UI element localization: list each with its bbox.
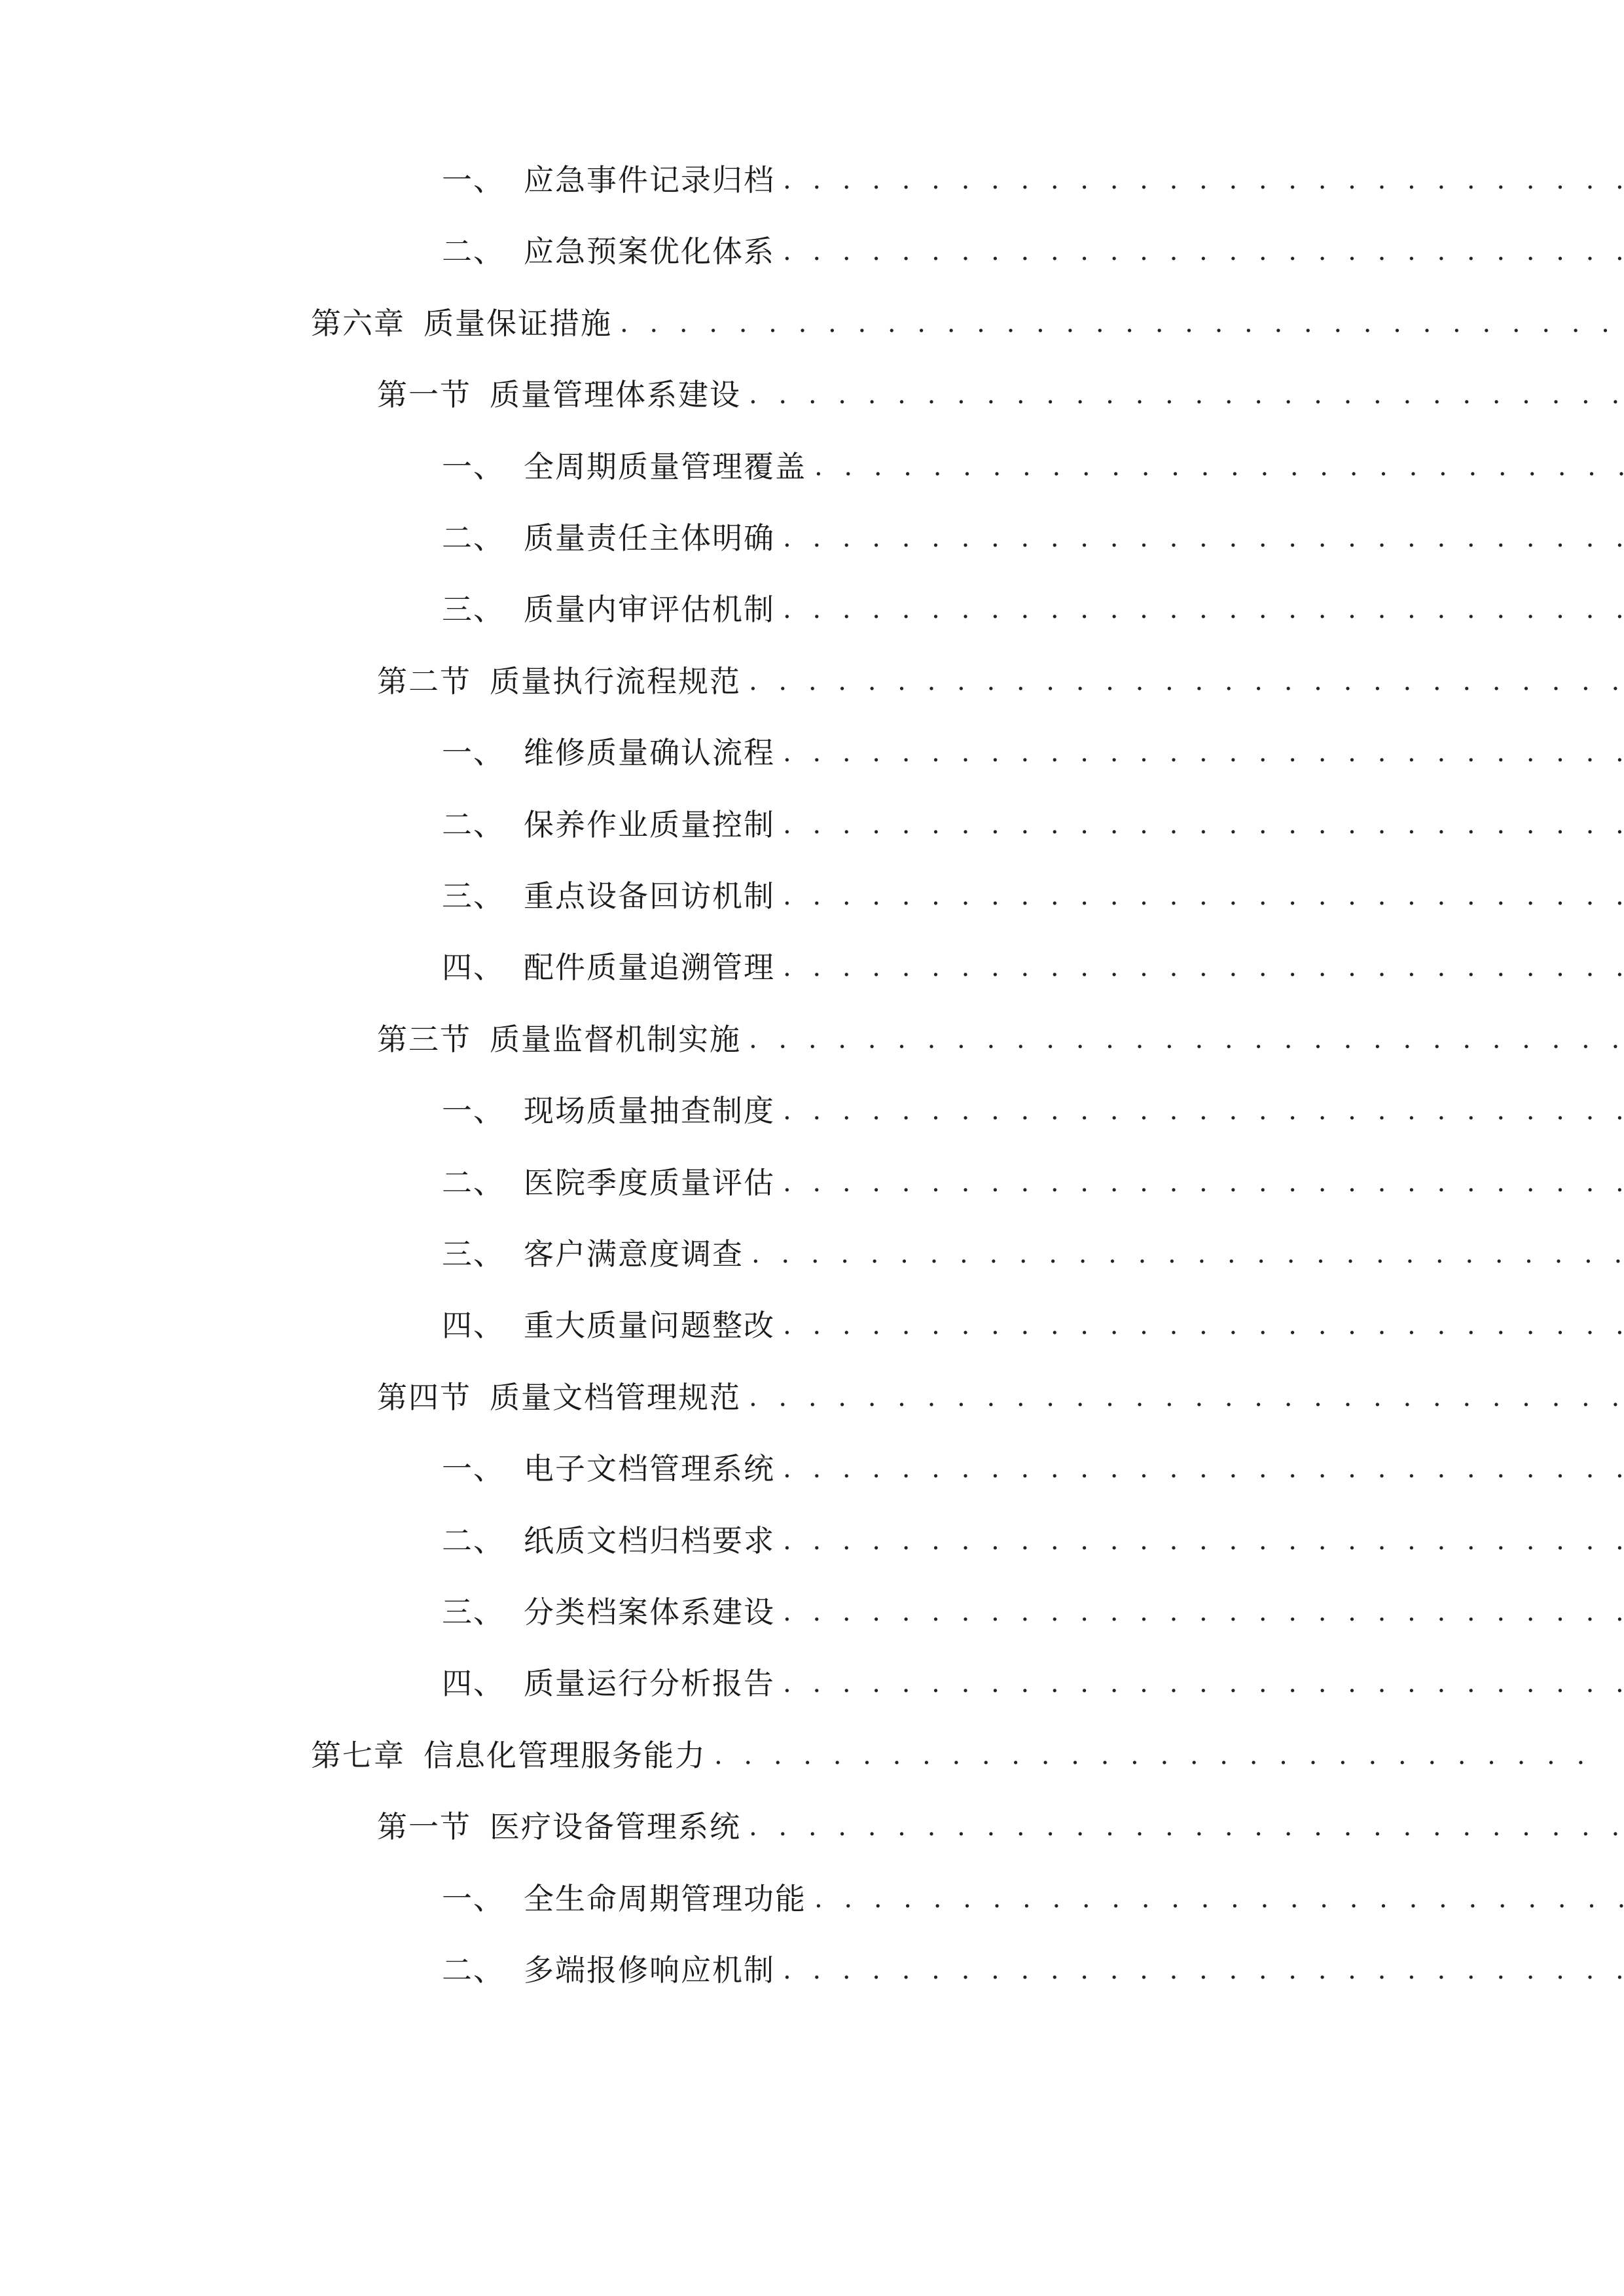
toc-dot-leader	[749, 655, 1624, 708]
toc-dot-leader	[783, 1443, 1624, 1495]
toc-dot-leader	[783, 1515, 1624, 1567]
toc-entry-title: 维修质量确认流程	[524, 735, 775, 771]
toc-entry-title: 医疗设备管理系统	[490, 1809, 741, 1845]
toc-entry[interactable]	[0, 1371, 1624, 1424]
toc-entry-number: 三、	[442, 592, 505, 628]
toc-entry-title: 客户满意度调查	[524, 1236, 744, 1272]
toc-dot-leader	[783, 1157, 1624, 1209]
toc-entry-title: 多端报修响应机制	[524, 1952, 775, 1988]
toc-entry-title: 保养作业质量控制	[524, 806, 775, 842]
toc-dot-leader	[620, 297, 1608, 350]
toc-entry[interactable]	[0, 440, 1624, 493]
toc-entry[interactable]	[0, 1657, 1624, 1710]
toc-entry[interactable]	[0, 154, 1624, 206]
toc-entry-number: 二、	[442, 1952, 505, 1988]
toc-entry-title: 质量监督机制实施	[490, 1021, 741, 1057]
toc-entry-number: 三、	[442, 1594, 505, 1630]
toc-entry-number: 第一节	[377, 1809, 471, 1845]
toc-dot-leader	[783, 798, 1624, 851]
toc-entry-title: 质量保证措施	[424, 305, 612, 341]
toc-entry-number: 第一节	[377, 377, 471, 413]
toc-dot-leader	[783, 1944, 1624, 1996]
toc-dot-leader	[783, 941, 1624, 994]
toc-entry[interactable]	[0, 1801, 1624, 1853]
toc-entry[interactable]	[0, 798, 1624, 851]
toc-dot-leader	[783, 1299, 1624, 1352]
toc-dot-leader	[814, 1873, 1624, 1925]
toc-dot-leader	[783, 1085, 1624, 1137]
toc-entry-number: 二、	[442, 1164, 505, 1200]
toc-entry-number: 一、	[442, 1093, 505, 1129]
toc-entry-title: 重大质量问题整改	[524, 1308, 775, 1344]
toc-entry-number: 三、	[442, 1236, 505, 1272]
toc-entry-title: 重点设备回访机制	[524, 878, 775, 914]
toc-entry[interactable]	[0, 1944, 1624, 1996]
toc-entry-number: 四、	[442, 950, 505, 986]
toc-dot-leader	[783, 583, 1624, 636]
toc-entry[interactable]	[0, 1085, 1624, 1137]
toc-entry[interactable]	[0, 1443, 1624, 1495]
toc-entry-number: 三、	[442, 878, 505, 914]
toc-entry-number: 第七章	[311, 1737, 405, 1773]
toc-entry-number: 一、	[442, 1880, 505, 1916]
toc-entry[interactable]	[0, 1299, 1624, 1352]
toc-entry[interactable]	[0, 870, 1624, 922]
toc-entry-title: 质量运行分析报告	[524, 1666, 775, 1702]
toc-dot-leader	[783, 154, 1624, 206]
toc-dot-leader	[783, 870, 1624, 922]
toc-entry-number: 第二节	[377, 663, 471, 699]
toc-entry-number: 一、	[442, 1451, 505, 1487]
toc-entry-number: 一、	[442, 448, 505, 484]
toc-entry[interactable]	[0, 225, 1624, 278]
toc-entry-title: 质量内审评估机制	[524, 592, 775, 628]
toc-entry[interactable]	[0, 297, 1624, 350]
toc-entry-number: 四、	[442, 1666, 505, 1702]
toc-entry-title: 质量管理体系建设	[490, 377, 741, 413]
toc-dot-leader	[783, 726, 1624, 779]
toc-entry[interactable]	[0, 1013, 1624, 1066]
toc-entry-number: 二、	[442, 520, 505, 556]
toc-entry-title: 医院季度质量评估	[524, 1164, 775, 1200]
toc-entry-title: 质量文档管理规范	[490, 1379, 741, 1415]
toc-entry-title: 应急事件记录归档	[524, 162, 775, 198]
toc-dot-leader	[783, 1586, 1624, 1638]
toc-dot-leader	[749, 368, 1624, 421]
toc-dot-leader	[749, 1371, 1624, 1424]
toc-entry[interactable]	[0, 941, 1624, 994]
toc-entry-number: 二、	[442, 806, 505, 842]
toc-entry-title: 电子文档管理系统	[524, 1451, 775, 1487]
toc-entry-title: 应急预案优化体系	[524, 234, 775, 270]
toc-dot-leader	[751, 1228, 1624, 1280]
toc-entry-number: 二、	[442, 234, 505, 270]
toc-entry-title: 信息化管理服务能力	[424, 1737, 706, 1773]
toc-entry[interactable]	[0, 1515, 1624, 1567]
toc-entry-number: 四、	[442, 1308, 505, 1344]
toc-dot-leader	[814, 440, 1624, 493]
toc-entry[interactable]	[0, 583, 1624, 636]
toc-entry[interactable]	[0, 368, 1624, 421]
toc-entry-number: 第三节	[377, 1021, 471, 1057]
toc-entry-number: 第四节	[377, 1379, 471, 1415]
toc-entry[interactable]	[0, 1157, 1624, 1209]
toc-entry-title: 现场质量抽查制度	[524, 1093, 775, 1129]
toc-entry-number: 二、	[442, 1522, 505, 1558]
toc-entry-title: 全周期质量管理覆盖	[524, 448, 806, 484]
toc-entry-title: 全生命周期管理功能	[524, 1880, 806, 1916]
toc-dot-leader	[783, 225, 1624, 278]
toc-entry[interactable]	[0, 726, 1624, 779]
toc-entry[interactable]	[0, 1228, 1624, 1280]
toc-entry-number: 一、	[442, 735, 505, 771]
toc-dot-leader	[714, 1729, 1608, 1782]
toc-entry-title: 分类档案体系建设	[524, 1594, 775, 1630]
toc-dot-leader	[749, 1801, 1624, 1853]
toc-entry-title: 配件质量追溯管理	[524, 950, 775, 986]
toc-dot-leader	[749, 1013, 1624, 1066]
toc-entry[interactable]	[0, 1873, 1624, 1925]
toc-entry[interactable]	[0, 1729, 1624, 1782]
toc-entry-number: 第六章	[311, 305, 405, 341]
toc-entry-title: 纸质文档归档要求	[524, 1522, 775, 1558]
toc-entry-title: 质量责任主体明确	[524, 520, 775, 556]
toc-dot-leader	[783, 1657, 1624, 1710]
toc-dot-leader	[783, 512, 1624, 564]
toc-entry-title: 质量执行流程规范	[490, 663, 741, 699]
toc-entry[interactable]	[0, 512, 1624, 564]
toc-entry[interactable]	[0, 655, 1624, 708]
toc-entry[interactable]	[0, 1586, 1624, 1638]
toc-entry-number: 一、	[442, 162, 505, 198]
